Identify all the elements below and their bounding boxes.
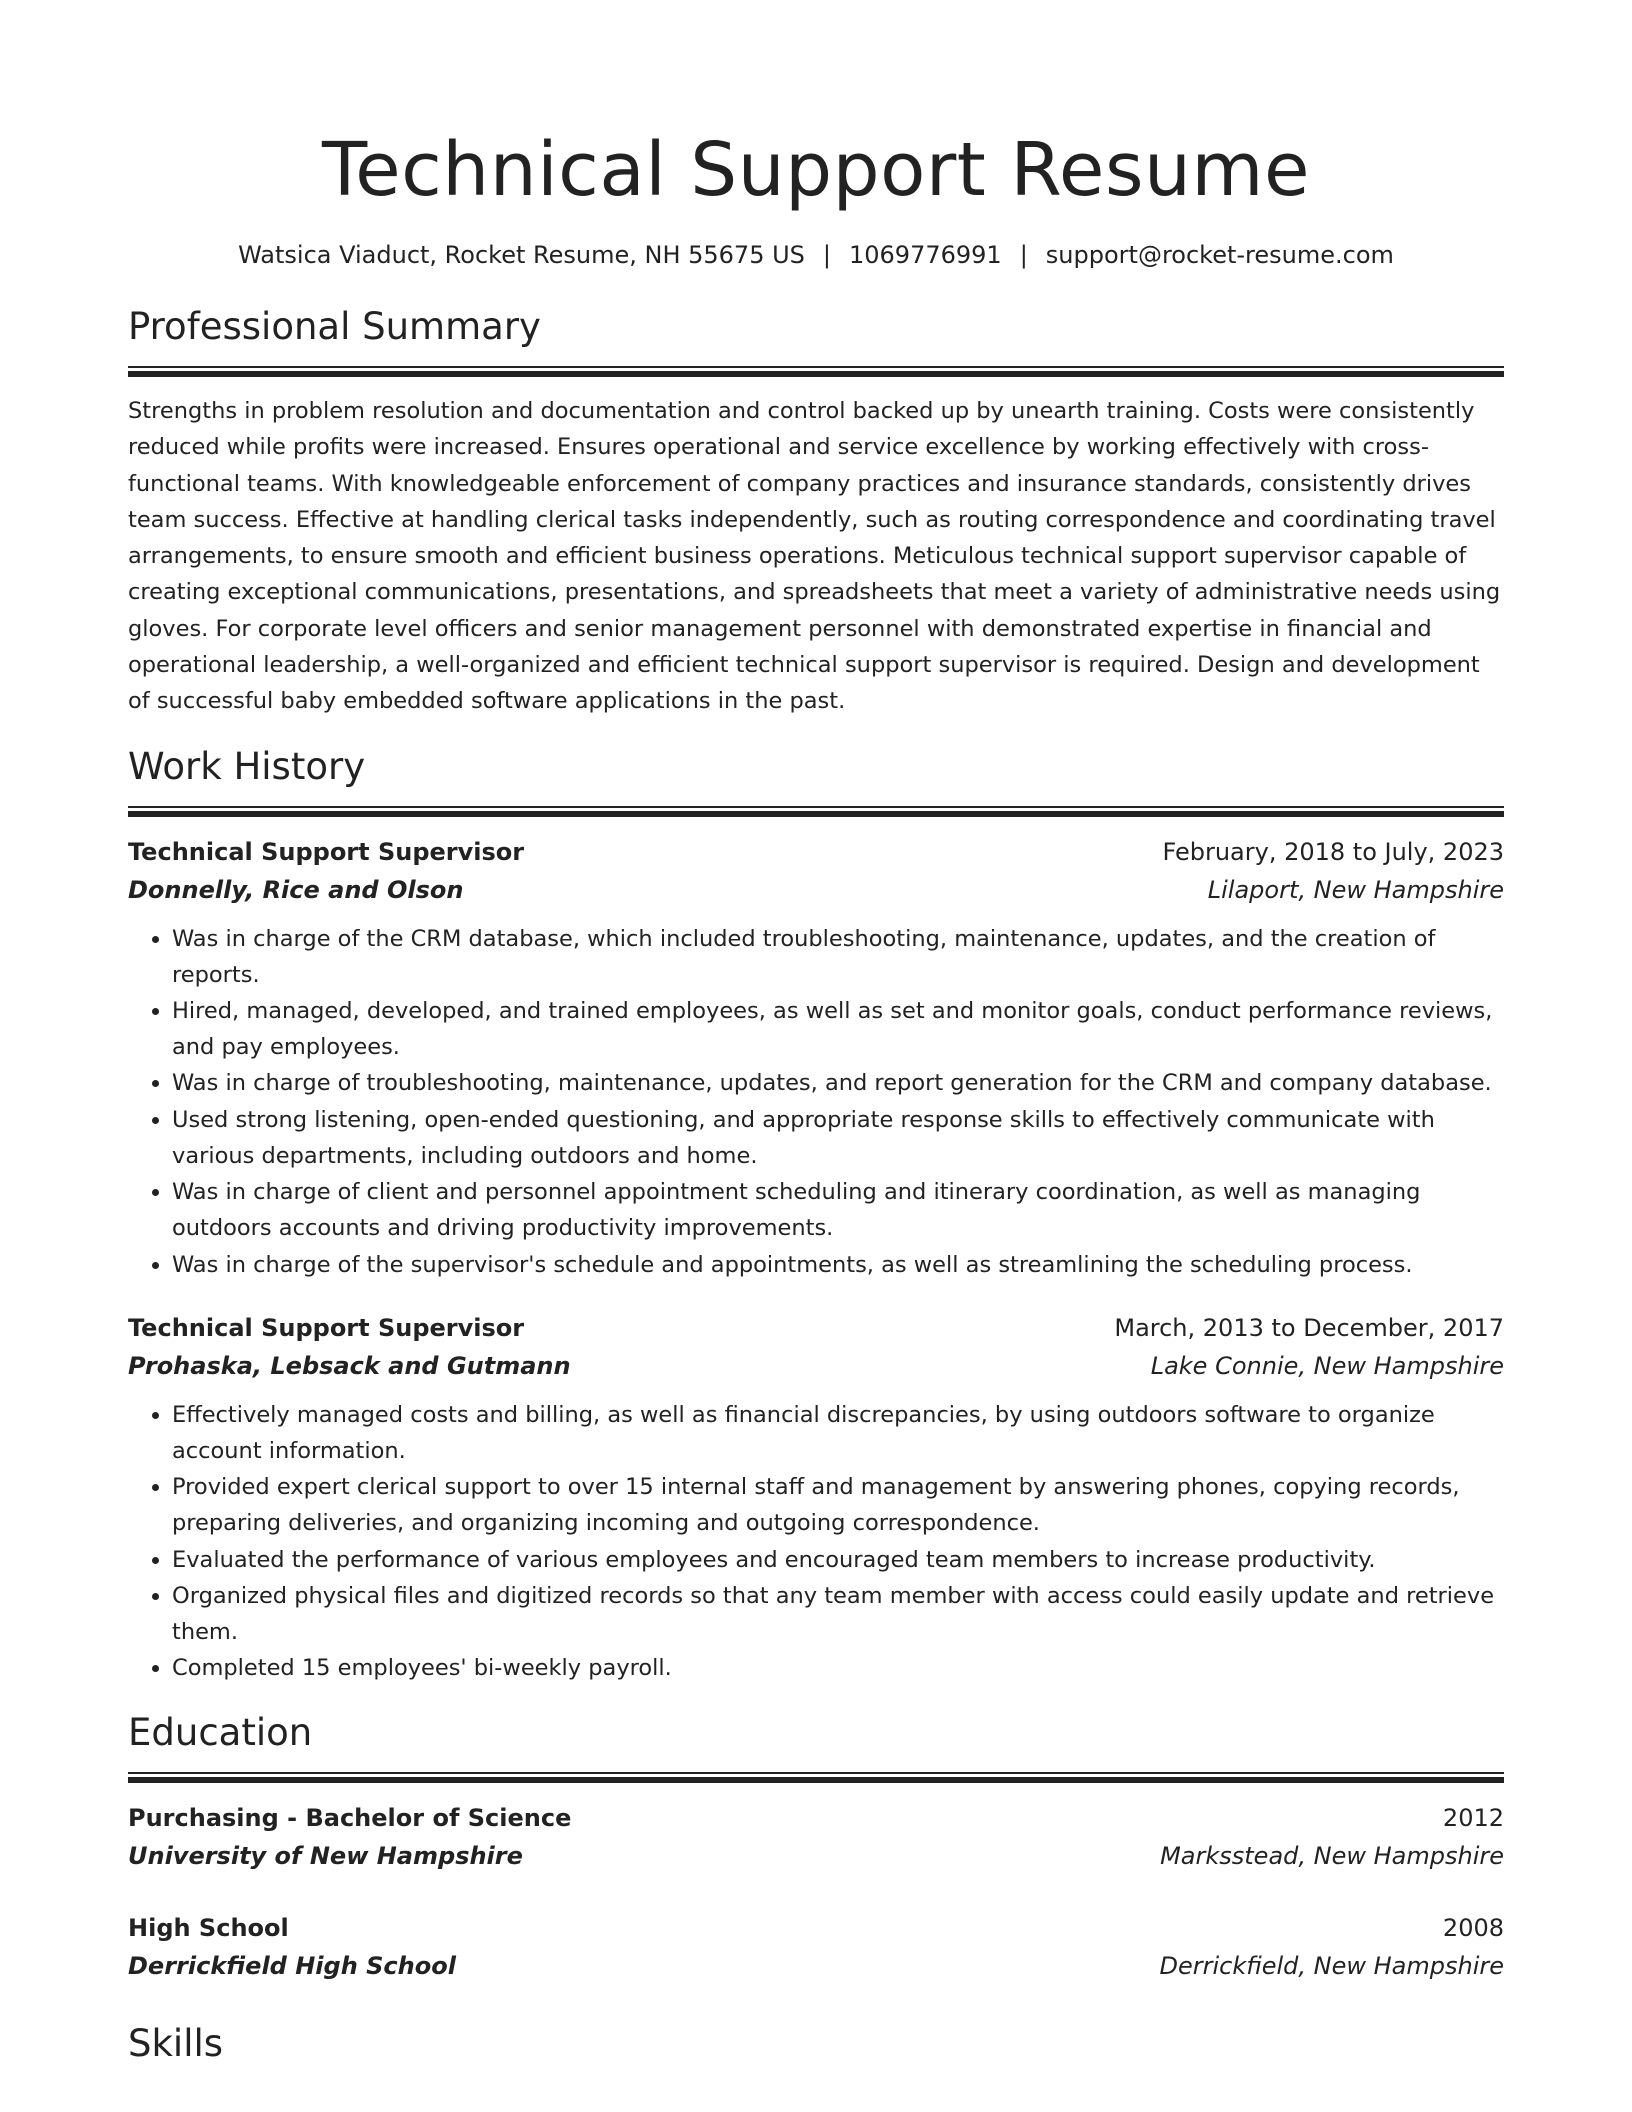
job-bullet: • Was in charge of client and personnel appointment scheduling and itinerary coordination, as well as managing outdoors accounts and driving productivity improvements. <box>172 1174 1504 1246</box>
section-heading-education: Education <box>128 1711 313 1755</box>
summary-section <box>128 302 1504 720</box>
education-year: 2008 <box>1442 1914 1504 1943</box>
education-degree: High School <box>128 1914 289 1943</box>
education-location: Derrickfield, New Hampshire <box>1159 1952 1504 1981</box>
job-bullet: • Was in charge of the CRM database, which included troubleshooting, maintenance, updates, and the creation of reports. <box>172 921 1504 993</box>
job-bullet: • Completed 15 employees' bi-weekly payroll. <box>172 1650 1504 1686</box>
job-header-row <box>128 833 1504 871</box>
contact-separator: | <box>822 241 831 269</box>
contact-phone: 1069776991 <box>849 241 1002 269</box>
job-company: Donnelly, Rice and Olson <box>128 875 464 904</box>
job-bullet: • Used strong listening, open-ended questioning, and appropriate response skills to effectively communicate with various departments, including outdoors and home. <box>172 1102 1504 1174</box>
job-dates: March, 2013 to December, 2017 <box>1114 1313 1504 1342</box>
education-header-row <box>128 1909 1504 1947</box>
contact-line <box>128 238 1504 272</box>
education-degree: Purchasing - Bachelor of Science <box>128 1804 572 1833</box>
job-bullet: • Evaluated the performance of various employees and encouraged team members to increase productivity. <box>172 1542 1504 1578</box>
job-entry <box>128 1309 1504 1687</box>
job-bullet: • Provided expert clerical support to over 15 internal staff and management by answering phones, copying records, preparing deliveries, and organizing incoming and outgoing correspondence. <box>172 1469 1504 1541</box>
job-bullet: • Was in charge of the supervisor's schedule and appointments, as well as streamlining the scheduling process. <box>172 1247 1504 1283</box>
job-bullets <box>128 1397 1504 1687</box>
section-divider <box>128 1772 1504 1783</box>
job-bullet: • Was in charge of troubleshooting, maintenance, updates, and report generation for the CRM and company database. <box>172 1065 1504 1101</box>
section-divider <box>128 806 1504 817</box>
contact-email: support@rocket-resume.com <box>1045 241 1394 269</box>
job-dates: February, 2018 to July, 2023 <box>1162 837 1504 866</box>
job-location: Lilaport, New Hampshire <box>1207 875 1504 904</box>
education-year: 2012 <box>1442 1804 1504 1833</box>
job-title: Technical Support Supervisor <box>128 837 525 866</box>
job-title: Technical Support Supervisor <box>128 1313 525 1342</box>
job-header-row <box>128 1309 1504 1347</box>
job-company-row <box>128 871 1504 909</box>
job-company-row <box>128 1347 1504 1385</box>
work-history-section <box>128 742 1504 1687</box>
section-heading-skills: Skills <box>128 2022 224 2066</box>
education-school: Derrickfield High School <box>128 1952 456 1981</box>
education-header-row <box>128 1799 1504 1837</box>
section-divider <box>128 366 1504 377</box>
section-heading-summary: Professional Summary <box>128 305 541 348</box>
job-entry <box>128 833 1504 1283</box>
education-entry <box>128 1909 1504 1985</box>
job-bullet: • Hired, managed, developed, and trained employees, as well as set and monitor goals, conduct performance reviews, and pay employees. <box>172 993 1504 1065</box>
job-bullets <box>128 921 1504 1283</box>
resume-title: Technical Support Resume <box>321 127 1311 213</box>
contact-address: Watsica Viaduct, Rocket Resume, NH 55675 US <box>238 241 805 269</box>
education-school-row <box>128 1837 1504 1875</box>
education-entry <box>128 1799 1504 1875</box>
contact-separator: | <box>1019 241 1028 269</box>
section-heading-work: Work History <box>128 744 366 788</box>
skills-section <box>128 2019 1504 2069</box>
education-location: Marksstead, New Hampshire <box>1160 1842 1504 1871</box>
job-bullet: • Effectively managed costs and billing, as well as financial discrepancies, by using outdoors software to organize account information. <box>172 1397 1504 1469</box>
education-school: University of New Hampshire <box>128 1842 523 1871</box>
job-company: Prohaska, Lebsack and Gutmann <box>128 1351 571 1380</box>
job-bullet: • Organized physical files and digitized records so that any team member with access could easily update and retrieve them. <box>172 1578 1504 1650</box>
education-school-row <box>128 1947 1504 1985</box>
education-section <box>128 1708 1504 1985</box>
summary-text: Strengths in problem resolution and documentation and control backed up by unearth training. Costs were consistently reduced while profits were increased. Ensures operational and service excellence by working effectively with cross-functional teams. With knowledgeable enforcement of company practices and insurance standards, consistently drives team success. Effective at handling clerical tasks independently, such as routing correspondence and coordinating travel arrangements, to ensure smooth and efficient business operations. Meticulous technical support supervisor capable of creating exceptional communications, presentations, and spreadsheets that meet a variety of administrative needs using gloves. For corporate level officers and senior management personnel with demonstrated expertise in financial and operational leadership, a well-organized and efficient technical support supervisor is required. Design and development of successful baby embedded software applications in the past. <box>128 398 1501 715</box>
job-location: Lake Connie, New Hampshire <box>1150 1351 1504 1380</box>
